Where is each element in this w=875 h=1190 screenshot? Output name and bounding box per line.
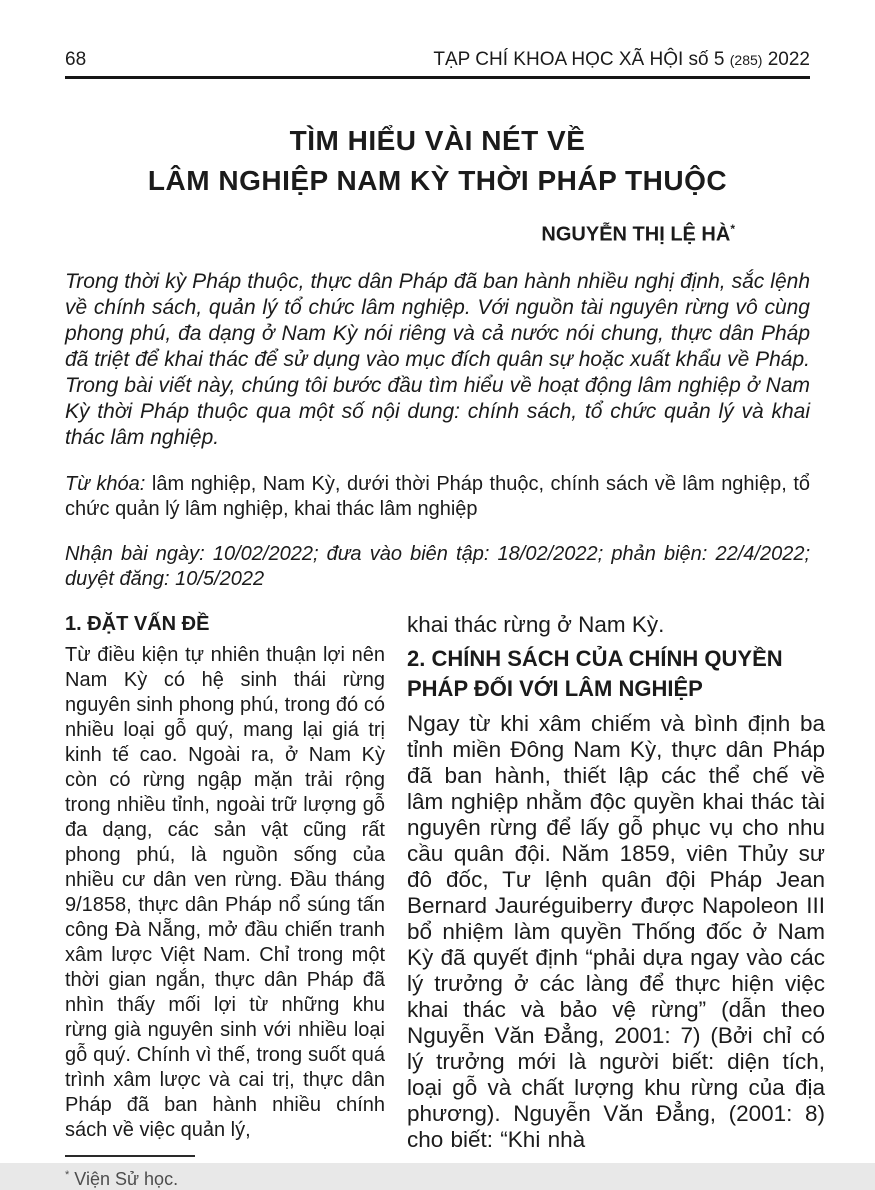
abstract-paragraph: Trong thời kỳ Pháp thuộc, thực dân Pháp đã ban hành nhiều nghị định, sắc lệnh về chính sách, quản lý tổ chức lâm nghiệp. Với nguồn tài nguyên rừng vô cùng phong phú, đa dạng ở Nam Kỳ nói riêng và cả nước nói chung, thực dân Pháp đã triệt để khai thác để sử dụng vào mục đích quân sự hoặc xuất khẩu về Pháp. Trong bài viết này, chúng tôi bước đầu tìm hiểu về hoạt động lâm nghiệp ở Nam Kỳ thời Pháp thuộc qua một số nội dung: chính sách, tổ chức quản lý và khai thác lâm nghiệp.: [65, 269, 810, 449]
section1-paragraph: Từ điều kiện tự nhiên thuận lợi nên Nam Kỳ có hệ sinh thái rừng nguyên sinh phong phú, trong đó có nhiều loại gỗ quý, mang lại giá trị kinh tế cao. Ngoài ra, ở Nam Kỳ còn có rừng ngập mặn trải rộng trong nhiều tỉnh, ngoài trữ lượng gỗ đa dạng, các sản vật cũng rất phong phú, là nguồn sống của nhiều cư dân ven rừng. Đầu tháng 9/1858, thực dân Pháp nổ súng tấn công Đà Nẵng, mở đầu chiến tranh xâm lược Việt Nam. Chỉ trong một thời gian ngắn, thực dân Pháp đã nhìn thấy mối lợi từ những khu rừng già nguyên sinh với nhiều loại gỗ quý. Chính vì thế, trong suốt quá trình xâm lược và cai trị, thực dân Pháp đã ban hành nhiều chính sách về việc quản lý,: [65, 643, 385, 1141]
article-title-line1: TÌM HIỂU VÀI NÉT VỀ: [289, 125, 586, 156]
footnote-text: [65, 1164, 385, 1190]
footnote-affiliation: Viện Sử học.: [69, 1168, 179, 1189]
right-column: [407, 612, 825, 1190]
section2-heading: [407, 644, 825, 704]
keywords-paragraph: [65, 472, 810, 522]
author-footnote-mark: *: [730, 222, 735, 236]
author-name: NGUYỄN THỊ LỆ HÀ: [541, 223, 731, 246]
keywords-text: lâm nghiệp, Nam Kỳ, dưới thời Pháp thuộc, chính sách về lâm nghiệp, tổ chức quản lý lâm nghiệp, khai thác lâm nghiệp: [65, 472, 811, 520]
page-number: 68: [65, 49, 87, 70]
author-line: [65, 217, 810, 247]
submission-dates: Nhận bài ngày: 10/02/2022; đưa vào biên tập: 18/02/2022; phản biện: 22/4/2022; duyệt đăng: 10/5/2022: [65, 542, 810, 590]
body-columns: [65, 612, 825, 1190]
section2-paragraph: Ngay từ khi xâm chiếm và bình định ba tỉnh miền Đông Nam Kỳ, thực dân Pháp đã ban hành, thiết lập các thể chế về lâm nghiệp nhằm độc quyền khai thác tài nguyên rừng để lấy gỗ phục vụ cho nhu cầu quân đội. Năm 1859, viên Thủy sư đô đốc, Tư lệnh quân đội Pháp Jean Bernard Jauréguiberry được Napoleon III bổ nhiệm làm quyền Thống đốc ở Nam Kỳ đã quyết định “phải dựa ngay vào các lý trưởng ở các làng để thực hiện việc khai thác và bảo vệ rừng” (dẫn theo Nguyễn Văn Đẳng, 2001: 7) (Bởi chỉ có lý trưởng mới là người biết: diện tích, loại gỗ và chất lượng khu rừng của địa phương). Nguyễn Văn Đẳng, (2001: 8) cho biết: “Khi nhà: [407, 710, 825, 1152]
footnote-block: [65, 1155, 385, 1190]
page-header: [65, 48, 810, 79]
journal-year: 2022: [767, 49, 810, 70]
article-title: [65, 121, 810, 201]
footnote-divider: [65, 1155, 195, 1157]
article-title-line2: LÂM NGHIỆP NAM KỲ THỜI PHÁP THUỘC: [147, 165, 728, 196]
column2-lead-line: khai thác rừng ở Nam Kỳ.: [407, 611, 665, 637]
journal-reference: [433, 48, 810, 72]
journal-issue-number: (285): [729, 52, 763, 68]
keywords-label: Từ khóa:: [65, 472, 146, 495]
section1-heading: 1. ĐẶT VẤN ĐỀ: [65, 612, 210, 635]
section2-heading-line1: 2. CHÍNH SÁCH CỦA CHÍNH QUYỀN: [407, 645, 783, 671]
journal-name: TẠP CHÍ KHOA HỌC XÃ HỘI số 5: [433, 49, 725, 70]
left-column: [65, 612, 385, 1190]
footnote-marker: *: [65, 1168, 70, 1181]
section2-heading-line2: PHÁP ĐỐI VỚI LÂM NGHIỆP: [407, 675, 703, 701]
